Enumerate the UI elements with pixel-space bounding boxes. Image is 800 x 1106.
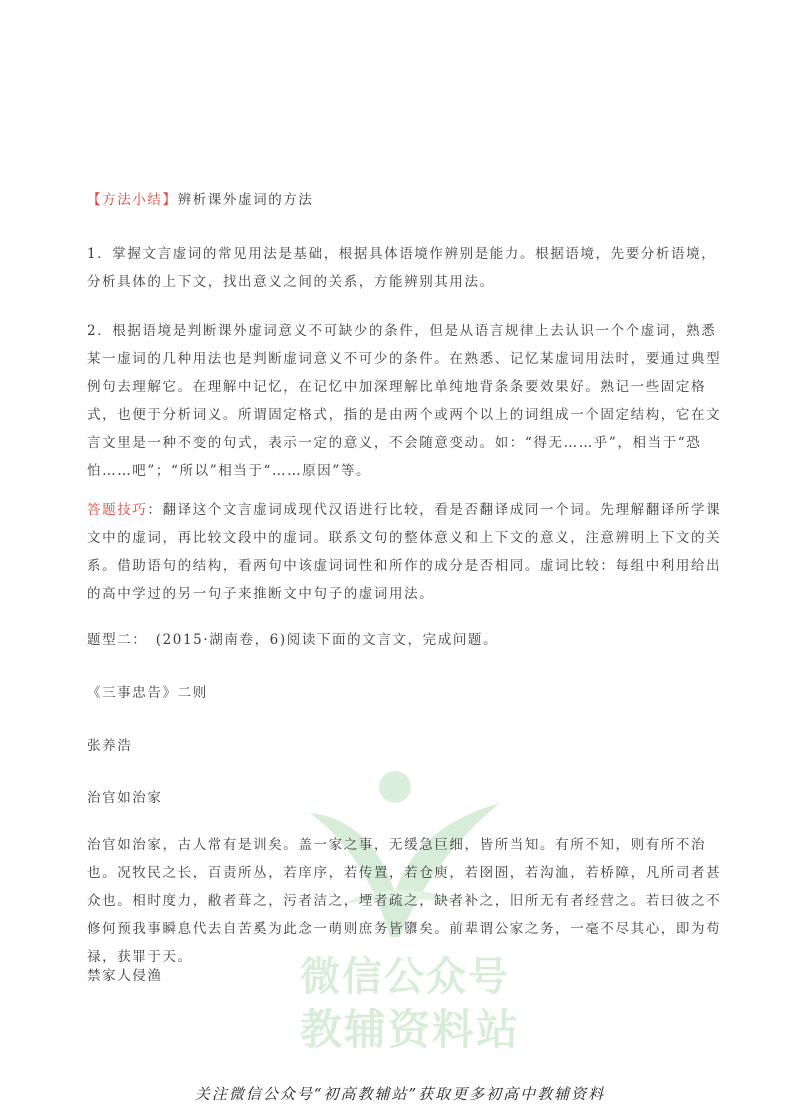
article-body-1: 治官如治家，古人常有是训矣。盖一家之事，无缓急巨细，皆所当知。有所不知，则有所不治也。况牧民之长，百责所丛，若庠序，若传置，若仓庾，若囹圄，若沟洫，若桥障，凡所司者甚众也。相时度力，敝者葺之，污者洁之，堙者疏之，缺者补之，旧所无有者经营之。若曰彼之不修何预我事瞬息代去自苦奚为此念一萌则庶务皆隳矣。前辈谓公家之务，一毫不尽其心，即为苟禄，获罪于天。 (87, 837, 722, 965)
footer-notice: 关注微信公众号“初高教辅站”获取更多初高中教辅资料 (194, 1085, 606, 1103)
article-title: 《三事忠告》二则 (87, 685, 208, 701)
subheading-2: 禁家人侵渔 (87, 968, 163, 984)
section-heading (87, 186, 727, 214)
tips-label: 答题技巧 (87, 502, 148, 518)
article-author: 张养浩 (87, 738, 133, 754)
watermark-line-1: 微信公众号 (300, 954, 510, 1000)
subheading-1: 治官如治家 (87, 790, 163, 806)
question-line: 题型二： (2015·湖南卷，6)阅读下面的文言文，完成问题。 (87, 632, 499, 648)
answer-tips (87, 496, 727, 608)
watermark-line-2: 教辅资料站 (300, 1005, 521, 1054)
tips-text: 翻译这个文言虚词成现代汉语进行比较，看是否翻译成同一个词。先理解翻译所学课文中的虚词，再比较文段中的虚词。联系文句的整体意义和上下文的意义，注意辨明上下文的关系。借助语句的结构，看两句中该虚词词性和所作的成分是否相同。虚词比较：每组中利用给出的高中学过的另一句子来推断文中句子的虚词用法。 (87, 502, 722, 602)
paragraph-1: 1．掌握文言虚词的常见用法是基础，根据具体语境作辨别是能力。根据语境，先要分析语境，分析具体的上下文，找出意义之间的关系，方能辨别其用法。 (87, 246, 717, 290)
tips-colon: ： (147, 502, 163, 518)
section-title: 辨析课外虚词的方法 (177, 192, 314, 208)
section-tag: 【方法小结】 (87, 192, 178, 208)
paragraph-2: 2．根据语境是判断课外虚词意义不可缺少的条件，但是从语言规律上去认识一个个虚词，熟悉某一虚词的几种用法也是判断虚词意义不可少的条件。在熟悉、记忆某虚词用法时，要通过典型例句去理解它。在理解中记忆，在记忆中加深理解比单纯地背条条要效果好。熟记一些固定格式，也便于分析词义。所谓固定格式，指的是由两个或两个以上的词组成一个固定结构，它在文言文里是一种不变的句式，表示一定的意义，不会随意变动。如：“得无……乎”，相当于“恐怕……吧”；“所以”相当于“……原因”等。 (87, 323, 722, 479)
